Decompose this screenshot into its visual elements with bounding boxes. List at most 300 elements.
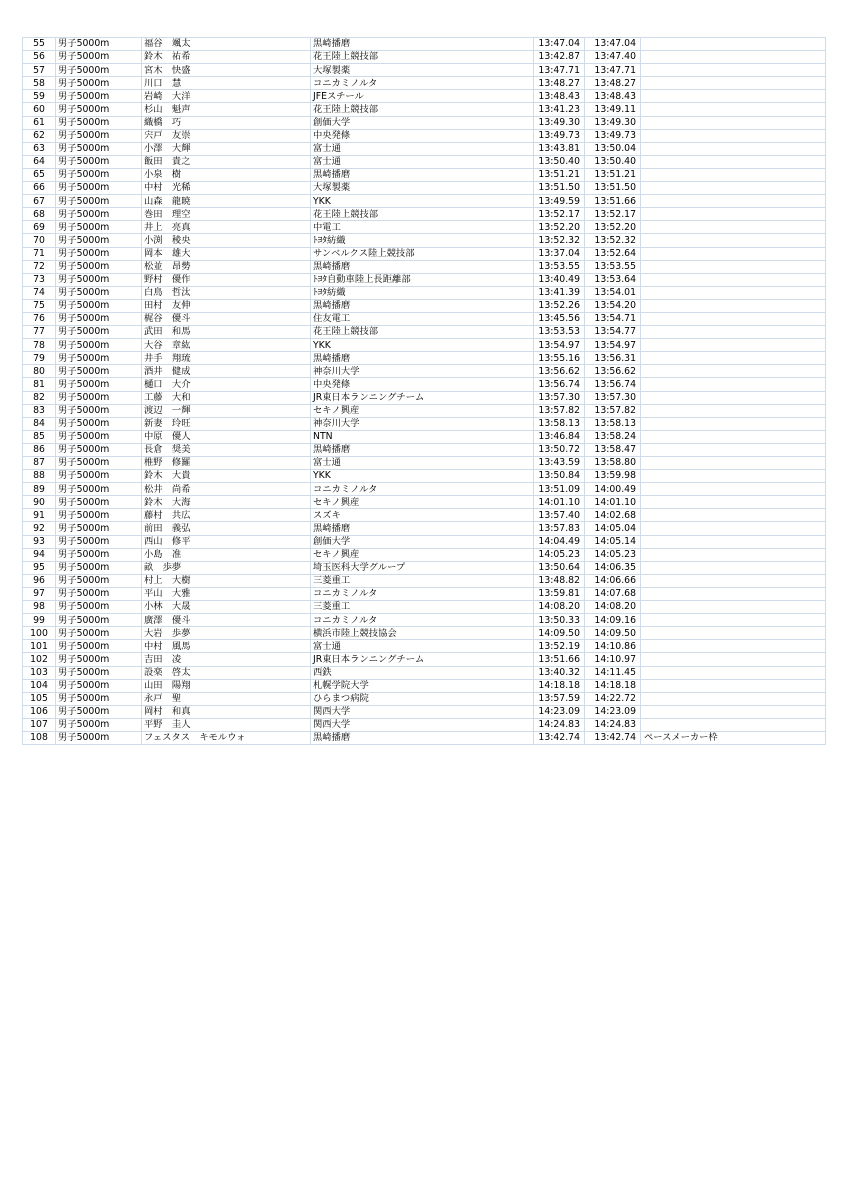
athlete-name-cell: 新妻 玲旺 (142, 417, 311, 430)
team-cell: 富士通 (311, 640, 534, 653)
note-cell (641, 299, 826, 312)
rank-cell: 96 (23, 574, 56, 587)
personal-best-cell: 13:51.21 (534, 168, 585, 181)
time-cell: 13:58.47 (585, 443, 641, 456)
personal-best-cell: 13:49.59 (534, 195, 585, 208)
note-cell: ペースメーカー枠 (641, 731, 826, 744)
rank-cell: 67 (23, 195, 56, 208)
table-row (23, 457, 826, 470)
team-cell: 花王陸上競技部 (311, 326, 534, 339)
personal-best-cell: 13:58.13 (534, 417, 585, 430)
event-cell: 男子5000m (56, 705, 142, 718)
athlete-name-cell: 小泉 樹 (142, 168, 311, 181)
athlete-name-cell: 永戸 聖 (142, 692, 311, 705)
personal-best-cell: 14:09.50 (534, 627, 585, 640)
team-cell: 花王陸上競技部 (311, 208, 534, 221)
team-cell: 花王陸上競技部 (311, 103, 534, 116)
team-cell: 黒崎播磨 (311, 260, 534, 273)
athlete-name-cell: 宍戸 友崇 (142, 129, 311, 142)
table-row (23, 470, 826, 483)
time-cell: 13:56.62 (585, 365, 641, 378)
personal-best-cell: 13:57.82 (534, 404, 585, 417)
athlete-name-cell: 樋口 大介 (142, 378, 311, 391)
time-cell: 13:49.73 (585, 129, 641, 142)
personal-best-cell: 13:53.55 (534, 260, 585, 273)
event-cell: 男子5000m (56, 404, 142, 417)
personal-best-cell: 13:40.32 (534, 666, 585, 679)
time-cell: 14:07.68 (585, 587, 641, 600)
personal-best-cell: 14:04.49 (534, 535, 585, 548)
team-cell: スズキ (311, 509, 534, 522)
rank-cell: 98 (23, 601, 56, 614)
table-row (23, 168, 826, 181)
athlete-name-cell: 平野 圭人 (142, 718, 311, 731)
personal-best-cell: 14:05.23 (534, 548, 585, 561)
rank-cell: 91 (23, 509, 56, 522)
event-cell: 男子5000m (56, 260, 142, 273)
event-cell: 男子5000m (56, 51, 142, 64)
team-cell: 創価大学 (311, 535, 534, 548)
personal-best-cell: 13:48.43 (534, 90, 585, 103)
results-body (23, 38, 826, 745)
event-cell: 男子5000m (56, 38, 142, 51)
athlete-name-cell: 岡本 雄大 (142, 247, 311, 260)
event-cell: 男子5000m (56, 195, 142, 208)
rank-cell: 99 (23, 614, 56, 627)
personal-best-cell: 13:47.04 (534, 38, 585, 51)
time-cell: 14:05.23 (585, 548, 641, 561)
athlete-name-cell: 廣澤 優斗 (142, 614, 311, 627)
table-row (23, 522, 826, 535)
rank-cell: 94 (23, 548, 56, 561)
team-cell: 黒崎播磨 (311, 168, 534, 181)
event-cell: 男子5000m (56, 182, 142, 195)
rank-cell: 108 (23, 731, 56, 744)
time-cell: 13:50.40 (585, 155, 641, 168)
athlete-name-cell: 長倉 奨美 (142, 443, 311, 456)
rank-cell: 64 (23, 155, 56, 168)
table-row (23, 365, 826, 378)
rank-cell: 72 (23, 260, 56, 273)
team-cell: 三菱重工 (311, 601, 534, 614)
athlete-name-cell: 鈴木 大貴 (142, 470, 311, 483)
rank-cell: 107 (23, 718, 56, 731)
athlete-name-cell: 野村 優作 (142, 273, 311, 286)
table-row (23, 352, 826, 365)
event-cell: 男子5000m (56, 221, 142, 234)
table-row (23, 601, 826, 614)
personal-best-cell: 13:49.73 (534, 129, 585, 142)
event-cell: 男子5000m (56, 64, 142, 77)
time-cell: 13:49.30 (585, 116, 641, 129)
time-cell: 14:05.14 (585, 535, 641, 548)
personal-best-cell: 14:08.20 (534, 601, 585, 614)
personal-best-cell: 13:50.72 (534, 443, 585, 456)
event-cell: 男子5000m (56, 443, 142, 456)
note-cell (641, 705, 826, 718)
note-cell (641, 286, 826, 299)
table-row (23, 614, 826, 627)
note-cell (641, 64, 826, 77)
personal-best-cell: 13:56.74 (534, 378, 585, 391)
rank-cell: 79 (23, 352, 56, 365)
athlete-name-cell: 鈴木 大海 (142, 496, 311, 509)
athlete-name-cell: 小澤 大輝 (142, 142, 311, 155)
rank-cell: 92 (23, 522, 56, 535)
note-cell (641, 404, 826, 417)
event-cell: 男子5000m (56, 731, 142, 744)
note-cell (641, 614, 826, 627)
team-cell: セキノ興産 (311, 404, 534, 417)
team-cell: 創価大学 (311, 116, 534, 129)
rank-cell: 100 (23, 627, 56, 640)
note-cell (641, 587, 826, 600)
athlete-name-cell: 飯田 貴之 (142, 155, 311, 168)
time-cell: 13:54.01 (585, 286, 641, 299)
athlete-name-cell: 山田 陽翔 (142, 679, 311, 692)
note-cell (641, 221, 826, 234)
table-row (23, 627, 826, 640)
athlete-name-cell: 中村 風馬 (142, 640, 311, 653)
team-cell: 中央発條 (311, 129, 534, 142)
team-cell: ﾄﾖﾀ紡織 (311, 234, 534, 247)
athlete-name-cell: 吉田 凌 (142, 653, 311, 666)
athlete-name-cell: 宮木 快盛 (142, 64, 311, 77)
rank-cell: 85 (23, 430, 56, 443)
time-cell: 13:54.71 (585, 312, 641, 325)
table-row (23, 718, 826, 731)
table-row (23, 483, 826, 496)
rank-cell: 60 (23, 103, 56, 116)
time-cell: 13:58.24 (585, 430, 641, 443)
rank-cell: 95 (23, 561, 56, 574)
team-cell: YKK (311, 339, 534, 352)
rank-cell: 101 (23, 640, 56, 653)
personal-best-cell: 14:01.10 (534, 496, 585, 509)
rank-cell: 65 (23, 168, 56, 181)
note-cell (641, 391, 826, 404)
personal-best-cell: 13:52.19 (534, 640, 585, 653)
team-cell: 中電工 (311, 221, 534, 234)
athlete-name-cell: 岡村 和真 (142, 705, 311, 718)
note-cell (641, 38, 826, 51)
rank-cell: 57 (23, 64, 56, 77)
event-cell: 男子5000m (56, 103, 142, 116)
personal-best-cell: 13:56.62 (534, 365, 585, 378)
time-cell: 13:53.55 (585, 260, 641, 273)
time-cell: 13:58.13 (585, 417, 641, 430)
note-cell (641, 718, 826, 731)
time-cell: 13:51.66 (585, 195, 641, 208)
table-row (23, 260, 826, 273)
time-cell: 13:56.31 (585, 352, 641, 365)
rank-cell: 103 (23, 666, 56, 679)
athlete-name-cell: 藤村 共広 (142, 509, 311, 522)
table-row (23, 731, 826, 744)
event-cell: 男子5000m (56, 653, 142, 666)
table-row (23, 38, 826, 51)
rank-cell: 73 (23, 273, 56, 286)
event-cell: 男子5000m (56, 509, 142, 522)
personal-best-cell: 13:50.33 (534, 614, 585, 627)
event-cell: 男子5000m (56, 142, 142, 155)
note-cell (641, 509, 826, 522)
time-cell: 13:53.64 (585, 273, 641, 286)
athlete-name-cell: 小島 准 (142, 548, 311, 561)
team-cell: 黒崎播磨 (311, 38, 534, 51)
time-cell: 13:47.71 (585, 64, 641, 77)
table-row (23, 666, 826, 679)
time-cell: 14:09.16 (585, 614, 641, 627)
event-cell: 男子5000m (56, 561, 142, 574)
event-cell: 男子5000m (56, 116, 142, 129)
event-cell: 男子5000m (56, 496, 142, 509)
event-cell: 男子5000m (56, 168, 142, 181)
team-cell: 黒崎播磨 (311, 443, 534, 456)
event-cell: 男子5000m (56, 247, 142, 260)
time-cell: 13:54.77 (585, 326, 641, 339)
rank-cell: 87 (23, 457, 56, 470)
personal-best-cell: 13:41.23 (534, 103, 585, 116)
note-cell (641, 365, 826, 378)
athlete-name-cell: 中原 優人 (142, 430, 311, 443)
time-cell: 13:51.21 (585, 168, 641, 181)
team-cell: 大塚製薬 (311, 64, 534, 77)
athlete-name-cell: 小林 大晟 (142, 601, 311, 614)
table-row (23, 77, 826, 90)
note-cell (641, 666, 826, 679)
event-cell: 男子5000m (56, 208, 142, 221)
athlete-name-cell: 田村 友伸 (142, 299, 311, 312)
personal-best-cell: 13:52.26 (534, 299, 585, 312)
note-cell (641, 208, 826, 221)
note-cell (641, 430, 826, 443)
note-cell (641, 496, 826, 509)
table-row (23, 378, 826, 391)
event-cell: 男子5000m (56, 535, 142, 548)
event-cell: 男子5000m (56, 391, 142, 404)
athlete-name-cell: 松並 昂勢 (142, 260, 311, 273)
event-cell: 男子5000m (56, 417, 142, 430)
time-cell: 14:01.10 (585, 496, 641, 509)
event-cell: 男子5000m (56, 273, 142, 286)
time-cell: 14:22.72 (585, 692, 641, 705)
event-cell: 男子5000m (56, 627, 142, 640)
personal-best-cell: 13:48.82 (534, 574, 585, 587)
personal-best-cell: 13:46.84 (534, 430, 585, 443)
team-cell: 札幌学院大学 (311, 679, 534, 692)
table-row (23, 339, 826, 352)
time-cell: 13:51.50 (585, 182, 641, 195)
table-row (23, 574, 826, 587)
note-cell (641, 234, 826, 247)
event-cell: 男子5000m (56, 326, 142, 339)
table-row (23, 155, 826, 168)
athlete-name-cell: 西山 修平 (142, 535, 311, 548)
rank-cell: 71 (23, 247, 56, 260)
note-cell (641, 443, 826, 456)
athlete-name-cell: 岩崎 大洋 (142, 90, 311, 103)
event-cell: 男子5000m (56, 352, 142, 365)
rank-cell: 106 (23, 705, 56, 718)
note-cell (641, 168, 826, 181)
time-cell: 14:02.68 (585, 509, 641, 522)
team-cell: 大塚製薬 (311, 182, 534, 195)
personal-best-cell: 13:42.74 (534, 731, 585, 744)
athlete-name-cell: 設楽 啓太 (142, 666, 311, 679)
event-cell: 男子5000m (56, 129, 142, 142)
table-row (23, 221, 826, 234)
personal-best-cell: 13:37.04 (534, 247, 585, 260)
team-cell: 富士通 (311, 142, 534, 155)
note-cell (641, 470, 826, 483)
time-cell: 13:59.98 (585, 470, 641, 483)
time-cell: 13:54.97 (585, 339, 641, 352)
personal-best-cell: 13:55.16 (534, 352, 585, 365)
event-cell: 男子5000m (56, 339, 142, 352)
rank-cell: 104 (23, 679, 56, 692)
team-cell: 住友電工 (311, 312, 534, 325)
time-cell: 13:42.74 (585, 731, 641, 744)
note-cell (641, 417, 826, 430)
personal-best-cell: 13:53.53 (534, 326, 585, 339)
athlete-name-cell: 武田 和馬 (142, 326, 311, 339)
note-cell (641, 535, 826, 548)
note-cell (641, 155, 826, 168)
personal-best-cell: 13:50.40 (534, 155, 585, 168)
note-cell (641, 326, 826, 339)
rank-cell: 55 (23, 38, 56, 51)
event-cell: 男子5000m (56, 548, 142, 561)
team-cell: コニカミノルタ (311, 614, 534, 627)
personal-best-cell: 13:42.87 (534, 51, 585, 64)
event-cell: 男子5000m (56, 679, 142, 692)
time-cell: 14:18.18 (585, 679, 641, 692)
note-cell (641, 273, 826, 286)
athlete-name-cell: 渡辺 一輝 (142, 404, 311, 417)
team-cell: 神奈川大学 (311, 365, 534, 378)
note-cell (641, 561, 826, 574)
team-cell: 西鉄 (311, 666, 534, 679)
athlete-name-cell: 前田 義弘 (142, 522, 311, 535)
table-row (23, 391, 826, 404)
rank-cell: 63 (23, 142, 56, 155)
time-cell: 13:47.40 (585, 51, 641, 64)
table-row (23, 247, 826, 260)
event-cell: 男子5000m (56, 574, 142, 587)
table-row (23, 430, 826, 443)
rank-cell: 86 (23, 443, 56, 456)
team-cell: JR東日本ランニングチーム (311, 653, 534, 666)
team-cell: ひらまつ病院 (311, 692, 534, 705)
team-cell: 花王陸上競技部 (311, 51, 534, 64)
personal-best-cell: 13:57.59 (534, 692, 585, 705)
personal-best-cell: 13:51.09 (534, 483, 585, 496)
rank-cell: 90 (23, 496, 56, 509)
note-cell (641, 312, 826, 325)
athlete-name-cell: 鈴木 祐希 (142, 51, 311, 64)
table-row (23, 90, 826, 103)
athlete-name-cell: 小渕 稜央 (142, 234, 311, 247)
note-cell (641, 51, 826, 64)
rank-cell: 88 (23, 470, 56, 483)
table-row (23, 286, 826, 299)
table-row (23, 51, 826, 64)
rank-cell: 70 (23, 234, 56, 247)
time-cell: 13:48.27 (585, 77, 641, 90)
note-cell (641, 182, 826, 195)
athlete-name-cell: 中村 光稀 (142, 182, 311, 195)
table-row (23, 587, 826, 600)
event-cell: 男子5000m (56, 155, 142, 168)
team-cell: サンベルクス陸上競技部 (311, 247, 534, 260)
personal-best-cell: 13:52.32 (534, 234, 585, 247)
event-cell: 男子5000m (56, 299, 142, 312)
note-cell (641, 601, 826, 614)
table-row (23, 182, 826, 195)
personal-best-cell: 14:24.83 (534, 718, 585, 731)
personal-best-cell: 13:57.40 (534, 509, 585, 522)
table-row (23, 640, 826, 653)
athlete-name-cell: 椎野 修羅 (142, 457, 311, 470)
table-row (23, 653, 826, 666)
team-cell: 横浜市陸上競技協会 (311, 627, 534, 640)
event-cell: 男子5000m (56, 587, 142, 600)
rank-cell: 59 (23, 90, 56, 103)
time-cell: 13:54.20 (585, 299, 641, 312)
team-cell: セキノ興産 (311, 496, 534, 509)
personal-best-cell: 13:57.30 (534, 391, 585, 404)
event-cell: 男子5000m (56, 365, 142, 378)
time-cell: 14:06.66 (585, 574, 641, 587)
time-cell: 13:52.17 (585, 208, 641, 221)
athlete-name-cell: 平山 大雅 (142, 587, 311, 600)
note-cell (641, 574, 826, 587)
event-cell: 男子5000m (56, 522, 142, 535)
rank-cell: 58 (23, 77, 56, 90)
time-cell: 13:57.30 (585, 391, 641, 404)
athlete-name-cell: 杉山 魁声 (142, 103, 311, 116)
table-row (23, 116, 826, 129)
personal-best-cell: 13:51.66 (534, 653, 585, 666)
rank-cell: 69 (23, 221, 56, 234)
personal-best-cell: 13:48.27 (534, 77, 585, 90)
table-row (23, 142, 826, 155)
personal-best-cell: 13:43.81 (534, 142, 585, 155)
team-cell: コニカミノルタ (311, 77, 534, 90)
table-row (23, 692, 826, 705)
personal-best-cell: 13:59.81 (534, 587, 585, 600)
table-row (23, 129, 826, 142)
time-cell: 14:10.97 (585, 653, 641, 666)
athlete-name-cell: 大谷 章紘 (142, 339, 311, 352)
note-cell (641, 522, 826, 535)
rank-cell: 80 (23, 365, 56, 378)
athlete-name-cell: 福谷 颯太 (142, 38, 311, 51)
note-cell (641, 103, 826, 116)
table-row (23, 208, 826, 221)
event-cell: 男子5000m (56, 601, 142, 614)
athlete-name-cell: 川口 慧 (142, 77, 311, 90)
table-row (23, 299, 826, 312)
note-cell (641, 640, 826, 653)
rank-cell: 75 (23, 299, 56, 312)
time-cell: 14:09.50 (585, 627, 641, 640)
team-cell: YKK (311, 470, 534, 483)
team-cell: ﾄﾖﾀ紡織 (311, 286, 534, 299)
table-row (23, 509, 826, 522)
rank-cell: 83 (23, 404, 56, 417)
